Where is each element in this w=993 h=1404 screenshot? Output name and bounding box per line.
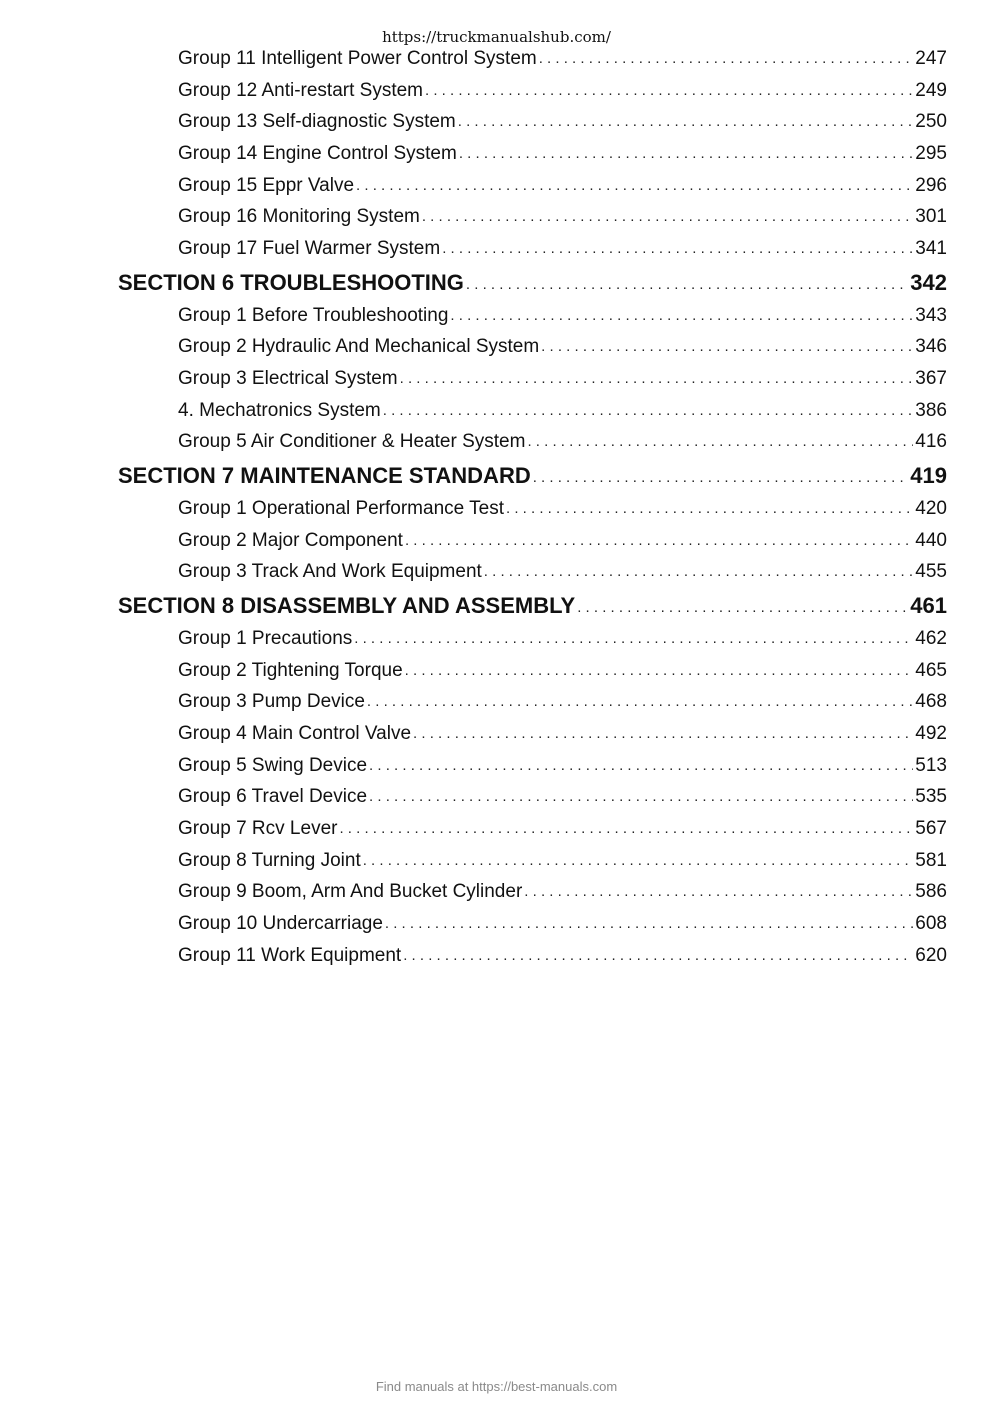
- toc-entry: [178, 305, 947, 337]
- leader-dots: [363, 852, 914, 869]
- toc-entry-page: 386: [915, 400, 947, 421]
- toc-entry: [178, 530, 947, 562]
- toc-entry-label: Group 11 Work Equipment: [178, 945, 402, 966]
- leader-dots: [369, 788, 913, 805]
- toc-section-page: 419: [910, 463, 947, 488]
- toc-entry-page: 535: [915, 786, 947, 807]
- toc-entry-page: 296: [915, 175, 947, 196]
- toc-entry-label: Group 3 Track And Work Equipment: [178, 561, 482, 582]
- leader-dots: [577, 599, 908, 616]
- leader-dots: [385, 915, 913, 932]
- leader-dots: [533, 469, 909, 486]
- toc-entry-label: Group 2 Hydraulic And Mechanical System: [178, 336, 540, 357]
- toc-entry-page: 462: [915, 628, 947, 649]
- toc-entry-page: 465: [915, 660, 947, 681]
- toc-entry-page: 346: [915, 336, 947, 357]
- toc-entry-page: 301: [915, 206, 947, 227]
- toc-entry-page: 581: [915, 850, 947, 871]
- toc-entry-label: Group 14 Engine Control System: [178, 143, 457, 164]
- toc-entry-label: Group 16 Monitoring System: [178, 206, 420, 227]
- header-url: https://truckmanualshub.com/: [382, 28, 611, 46]
- leader-dots: [413, 725, 913, 742]
- leader-dots: [405, 662, 914, 679]
- leader-dots: [527, 433, 913, 450]
- toc-entry-page: 513: [915, 755, 947, 776]
- toc-entry-label: Group 3 Pump Device: [178, 691, 365, 712]
- toc-entry-label: Group 5 Air Conditioner & Heater System: [178, 431, 526, 452]
- leader-dots: [383, 402, 914, 419]
- toc-entry-label: Group 12 Anti-restart System: [178, 80, 423, 101]
- toc-entry-label: Group 4 Main Control Valve: [178, 723, 412, 744]
- toc-entry-label: Group 5 Swing Device: [178, 755, 368, 776]
- leader-dots: [539, 50, 914, 67]
- toc-section: [118, 463, 947, 496]
- toc-section-page: 461: [910, 593, 947, 618]
- toc-entry: [178, 850, 947, 882]
- toc-entry-label: Group 2 Tightening Torque: [178, 660, 403, 681]
- toc-entry: [178, 498, 947, 530]
- toc-entry: [178, 175, 947, 207]
- toc-entry-label: Group 1 Operational Performance Test: [178, 498, 504, 519]
- toc-entry: [178, 206, 947, 238]
- toc-entry: [178, 111, 947, 143]
- footer-note: Find manuals at https://best-manuals.com: [375, 1379, 618, 1394]
- leader-dots: [405, 532, 913, 549]
- toc-entry-label: Group 3 Electrical System: [178, 368, 398, 389]
- toc-entry-label: Group 11 Intelligent Power Control System: [178, 48, 537, 69]
- leader-dots: [367, 693, 913, 710]
- toc-entry-page: 420: [915, 498, 947, 519]
- leader-dots: [458, 113, 914, 130]
- toc-entry: [178, 400, 947, 432]
- toc-entry-page: 567: [915, 818, 947, 839]
- toc-entry-page: 620: [915, 945, 947, 966]
- toc-entry-label: Group 1 Before Troubleshooting: [178, 305, 449, 326]
- toc-entry-page: 468: [915, 691, 947, 712]
- toc-entry-label: Group 13 Self-diagnostic System: [178, 111, 456, 132]
- toc-section-label: SECTION 7 MAINTENANCE STANDARD: [118, 463, 531, 488]
- leader-dots: [459, 145, 913, 162]
- leader-dots: [400, 370, 914, 387]
- toc-entry-page: 250: [915, 111, 947, 132]
- toc-entry: [178, 143, 947, 175]
- toc-section-page: 342: [910, 270, 947, 295]
- toc-section-label: SECTION 6 TROUBLESHOOTING: [118, 270, 464, 295]
- leader-dots: [466, 276, 908, 293]
- toc-entry-page: 416: [915, 431, 947, 452]
- leader-dots: [541, 338, 913, 355]
- toc-entry-label: Group 17 Fuel Warmer System: [178, 238, 441, 259]
- toc-entry-page: 440: [915, 530, 947, 551]
- toc-entry-label: Group 8 Turning Joint: [178, 850, 361, 871]
- toc-entry: [178, 628, 947, 660]
- leader-dots: [450, 307, 913, 324]
- toc-entry-page: 492: [915, 723, 947, 744]
- toc-entry-label: 4. Mechatronics System: [178, 400, 381, 421]
- leader-dots: [369, 757, 913, 774]
- toc-entry-page: 586: [915, 881, 947, 902]
- leader-dots: [339, 820, 913, 837]
- leader-dots: [425, 82, 913, 99]
- toc-section: [118, 270, 947, 303]
- leader-dots: [354, 630, 913, 647]
- leader-dots: [403, 947, 913, 964]
- toc-entry: [178, 913, 947, 945]
- toc-section: [118, 593, 947, 626]
- toc-entry: [178, 945, 947, 977]
- toc-entry-page: 455: [915, 561, 947, 582]
- toc-entry: [178, 818, 947, 850]
- toc-entry: [178, 755, 947, 787]
- toc-entry-page: 247: [915, 48, 947, 69]
- toc-entry: [178, 368, 947, 400]
- toc-entry-label: Group 10 Undercarriage: [178, 913, 383, 934]
- leader-dots: [524, 883, 913, 900]
- toc-entry-page: 295: [915, 143, 947, 164]
- toc-entry: [178, 238, 947, 270]
- toc-entry-label: Group 7 Rcv Lever: [178, 818, 338, 839]
- toc-entry: [178, 881, 947, 913]
- leader-dots: [356, 177, 913, 194]
- toc-entry-label: Group 2 Major Component: [178, 530, 403, 551]
- toc-entry-label: Group 15 Eppr Valve: [178, 175, 355, 196]
- toc-entry-label: Group 9 Boom, Arm And Bucket Cylinder: [178, 881, 523, 902]
- leader-dots: [506, 500, 913, 517]
- toc-section-label: SECTION 8 DISASSEMBLY AND ASSEMBLY: [118, 593, 576, 618]
- toc-entry-page: 249: [915, 80, 947, 101]
- toc-entry: [178, 336, 947, 368]
- toc-entry-label: Group 6 Travel Device: [178, 786, 368, 807]
- toc-entry: [178, 48, 947, 80]
- toc-entry: [178, 786, 947, 818]
- toc-entry: [178, 80, 947, 112]
- toc-entry: [178, 723, 947, 755]
- toc-entry: [178, 561, 947, 593]
- toc-entry: [178, 431, 947, 463]
- toc-entry: [178, 691, 947, 723]
- toc-entry-label: Group 1 Precautions: [178, 628, 353, 649]
- toc-entry: [178, 660, 947, 692]
- toc-entry-page: 367: [915, 368, 947, 389]
- leader-dots: [422, 208, 913, 225]
- leader-dots: [442, 240, 913, 257]
- toc-entry-page: 341: [915, 238, 947, 259]
- toc-entry-page: 608: [915, 913, 947, 934]
- toc-entry-page: 343: [915, 305, 947, 326]
- leader-dots: [484, 563, 914, 580]
